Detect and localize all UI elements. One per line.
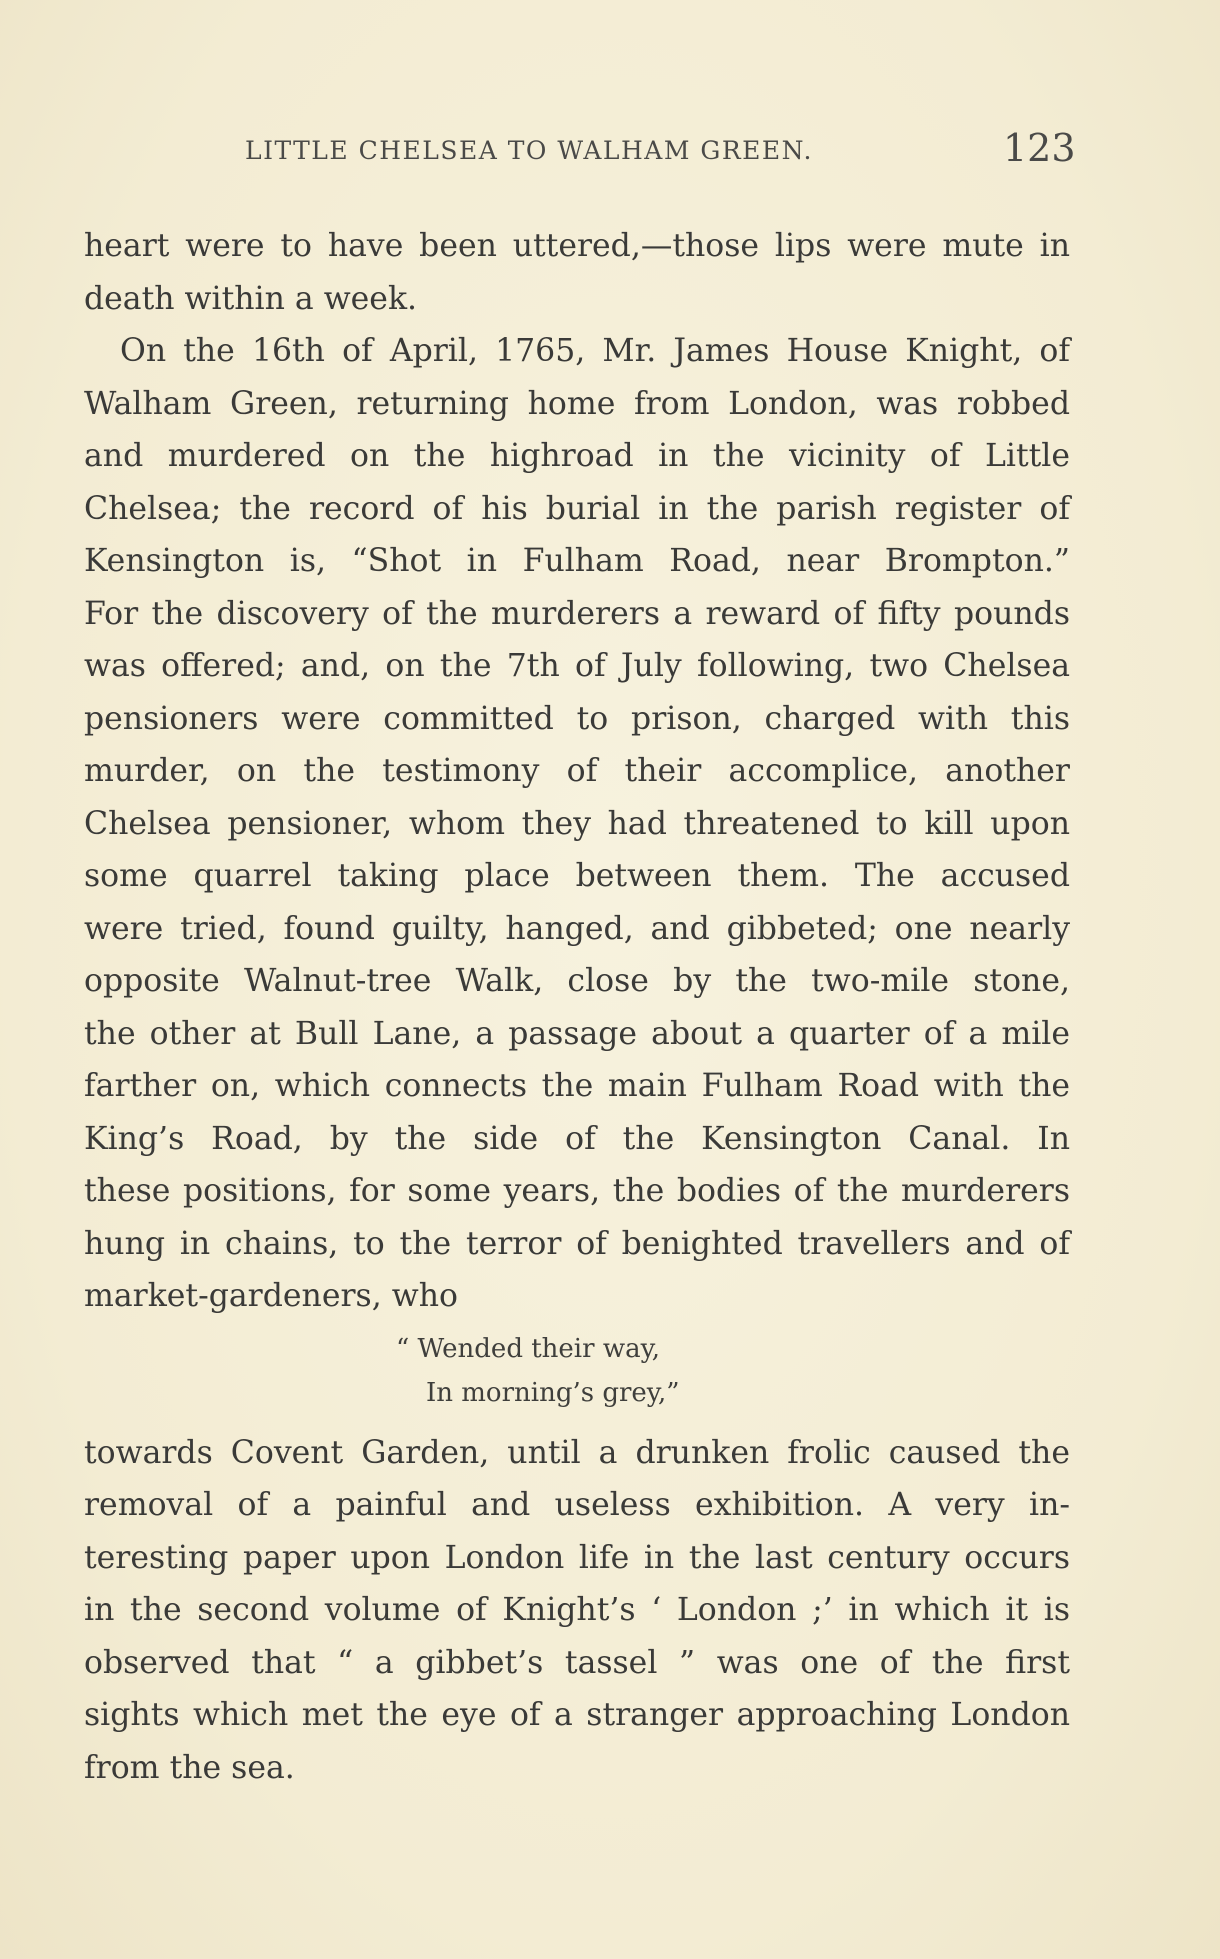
text-line: from the sea. bbox=[84, 1749, 295, 1786]
paragraph-3 bbox=[84, 1427, 1070, 1795]
text-line: sights which met the eye of a stranger approaching London bbox=[84, 1697, 1070, 1733]
text-line: pensioners were committed to prison, charged with this bbox=[84, 700, 1070, 737]
text-line: were tried, found guilty, hanged, and gibbeted; one nearly bbox=[84, 910, 1070, 947]
running-title: LITTLE CHELSEA TO WALHAM GREEN. bbox=[245, 136, 813, 165]
text-line: On the 16th of April, 1765, Mr. James House Knight, of bbox=[120, 333, 1070, 369]
text-line: murder, on the testimony of their accomplice, another bbox=[84, 753, 1070, 789]
text-line: King’s Road, by the side of the Kensington Canal. In bbox=[84, 1120, 1070, 1157]
text-line: removal of a painful and useless exhibition. A very in- bbox=[84, 1487, 1070, 1523]
text-line: heart were to have been uttered,—those lips were mute in bbox=[84, 228, 1070, 264]
text-line: Kensington is, “Shot in Fulham Road, near Brompton.” bbox=[84, 543, 1070, 579]
text-line: teresting paper upon London life in the last century occurs bbox=[84, 1539, 1070, 1576]
paragraph-2 bbox=[84, 325, 1070, 1323]
text-line: in the second volume of Knight’s ‘ London ;’ in which it is bbox=[84, 1592, 1070, 1628]
text-line: the other at Bull Lane, a passage about a quarter of a mile bbox=[84, 1015, 1070, 1052]
verse-quotation bbox=[84, 1327, 1070, 1425]
text-line: death within a week. bbox=[84, 280, 418, 317]
text-line: market-gardeners, who bbox=[84, 1278, 458, 1314]
running-head bbox=[0, 126, 1220, 172]
text-line: these positions, for some years, the bodies of the murderers bbox=[84, 1173, 1070, 1209]
text-line: some quarrel taking place between them. The accused bbox=[84, 858, 1070, 894]
verse-line: “ Wended their way, bbox=[396, 1333, 661, 1364]
verse-line: In morning’s grey,” bbox=[426, 1377, 680, 1408]
text-line: Chelsea; the record of his burial in the parish register of bbox=[84, 490, 1070, 527]
text-line: Walham Green, returning home from London, was robbed bbox=[84, 385, 1070, 422]
page-number: 123 bbox=[1003, 126, 1076, 170]
text-line: hung in chains, to the terror of benighted travellers and of bbox=[84, 1225, 1070, 1262]
paragraph-1 bbox=[84, 220, 1070, 325]
body-text bbox=[84, 220, 1070, 1794]
text-line: towards Covent Garden, until a drunken frolic caused the bbox=[84, 1434, 1070, 1471]
text-line: and murdered on the highroad in the vicinity of Little bbox=[84, 438, 1070, 474]
text-line: farther on, which connects the main Fulham Road with the bbox=[84, 1068, 1070, 1104]
text-line: Chelsea pensioner, whom they had threatened to kill upon bbox=[84, 805, 1070, 842]
text-line: For the discovery of the murderers a reward of fifty pounds bbox=[84, 595, 1070, 632]
text-line: observed that “ a gibbet’s tassel ” was one of the first bbox=[84, 1644, 1070, 1681]
text-line: was offered; and, on the 7th of July following, two Chelsea bbox=[84, 648, 1070, 684]
text-line: opposite Walnut-tree Walk, close by the two-mile stone, bbox=[84, 963, 1070, 999]
